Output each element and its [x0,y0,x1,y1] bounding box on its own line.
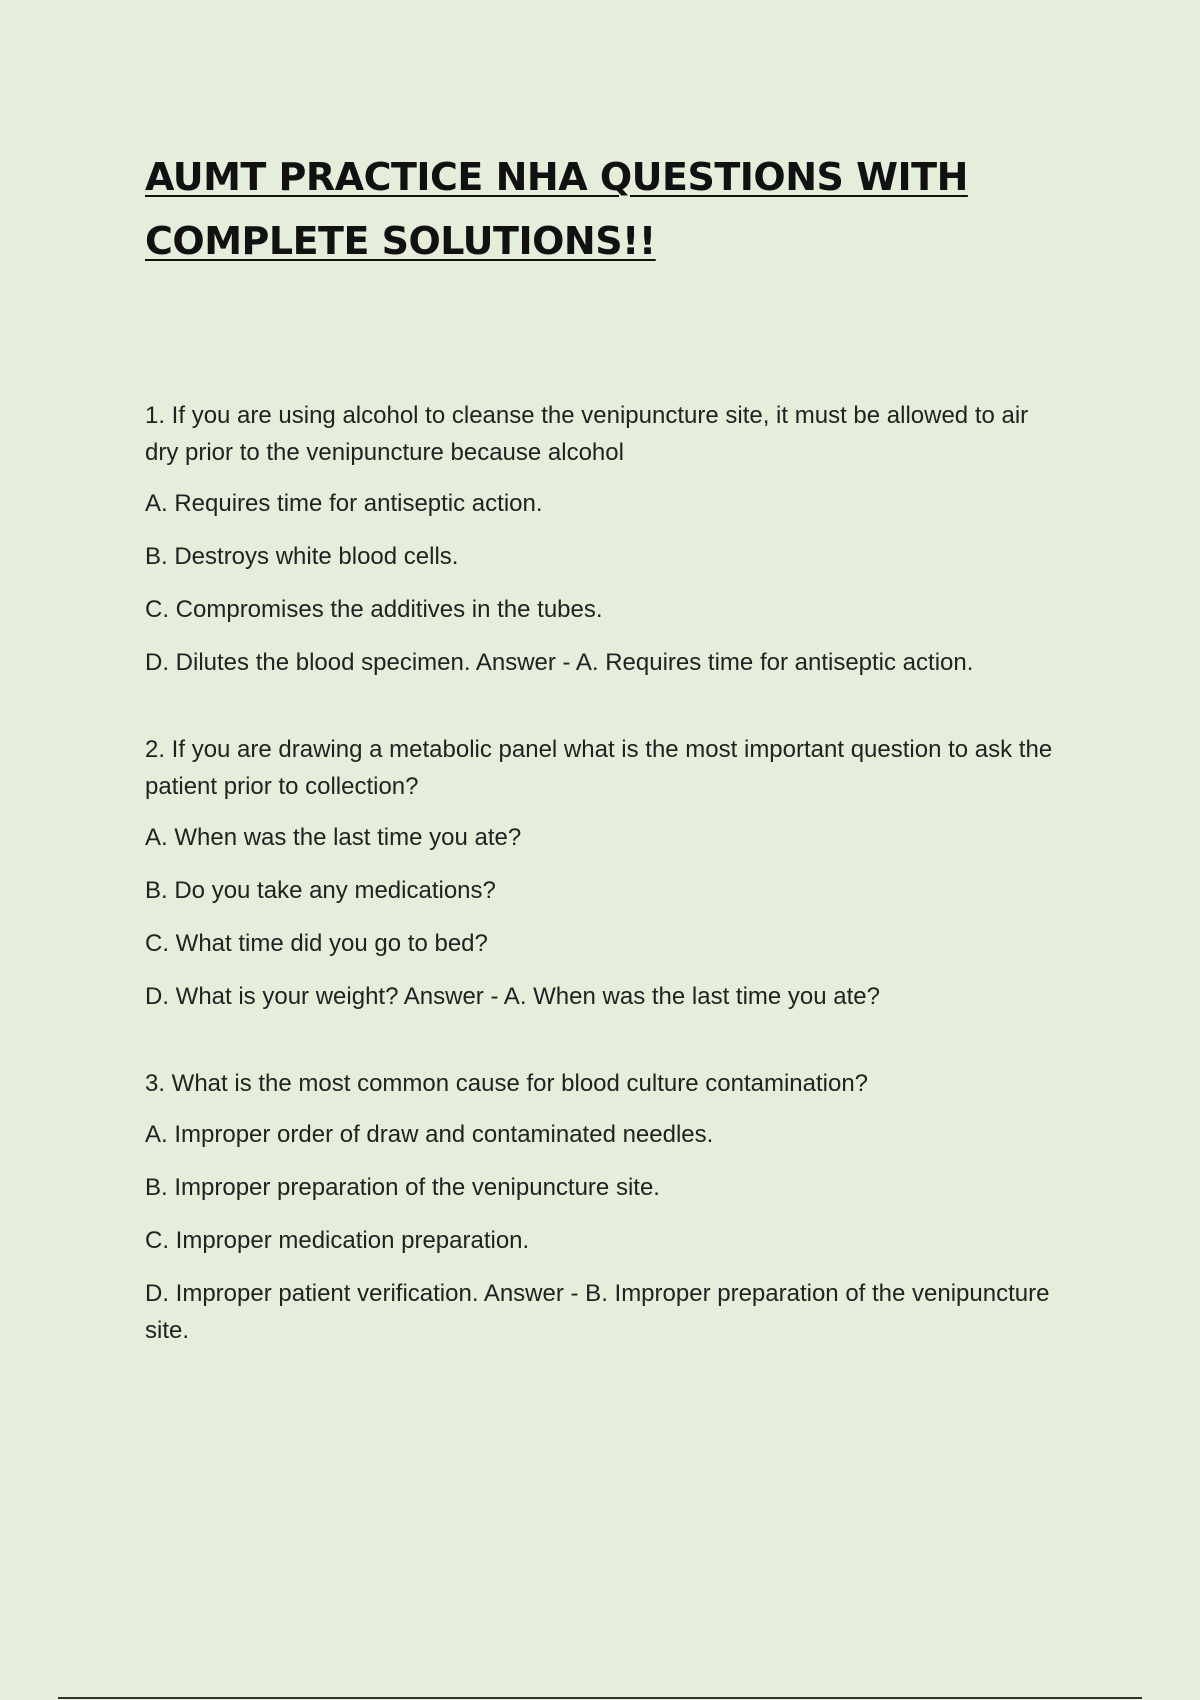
question-stem: 3. What is the most common cause for blood culture contamination? [145,1070,869,1097]
answer-option-d: D. Dilutes the blood specimen. Answer - A. Requires time for antiseptic action. [145,649,974,676]
answer-option-c: C. What time did you go to bed? [145,930,488,957]
question-list [145,397,1065,1399]
answer-option-a: A. Requires time for antiseptic action. [145,490,543,517]
question-2 [145,731,1065,1015]
answer-option-b: B. Improper preparation of the venipuncture site. [145,1174,660,1201]
question-stem: 2. If you are drawing a metabolic panel what is the most important question to ask the patient prior to collection? [145,736,1053,800]
answer-option-b: B. Do you take any medications? [145,877,496,904]
answer-option-a: A. When was the last time you ate? [145,824,522,851]
answer-option-c: C. Improper medication preparation. [145,1227,530,1254]
question-3 [145,1065,1065,1349]
answer-option-b: B. Destroys white blood cells. [145,543,459,570]
footer-divider [58,1697,1142,1699]
answer-option-c: C. Compromises the additives in the tubes. [145,596,603,623]
answer-option-d: D. What is your weight? Answer - A. When was the last time you ate? [145,983,880,1010]
question-1 [145,397,1065,681]
answer-option-a: A. Improper order of draw and contaminated needles. [145,1121,714,1148]
document-title: AUMT PRACTICE NHA QUESTIONS WITH COMPLETE SOLUTIONS!! [145,155,968,263]
answer-option-d: D. Improper patient verification. Answer - B. Improper preparation of the venipuncture site. [145,1280,1050,1344]
question-stem: 1. If you are using alcohol to cleanse the venipuncture site, it must be allowed to air dry prior to the venipuncture because alcohol [145,402,1029,466]
